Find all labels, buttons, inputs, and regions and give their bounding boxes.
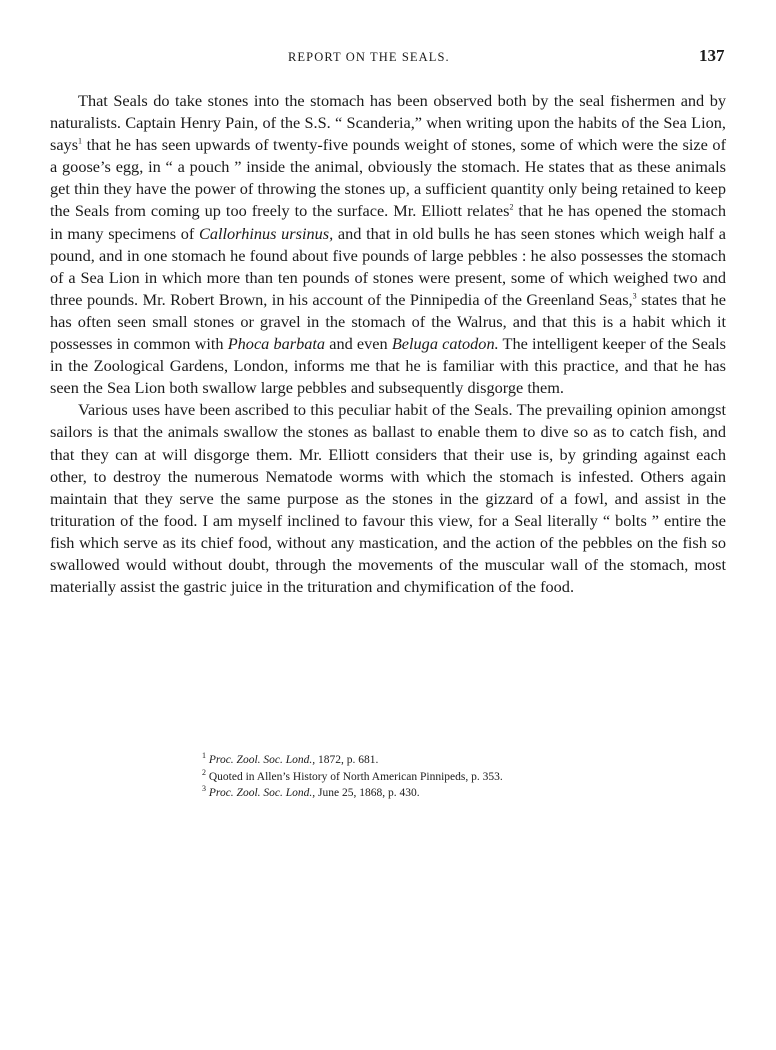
page-number: 137 <box>699 46 725 65</box>
text-run: and even <box>325 334 392 354</box>
text-run: and that in old bulls he has seen stones which weigh half a pound, and in one stomach he found about five pounds of large pebbles : he also possesses the stomach of a Sea Lion in which more than ten pounds of stones were present, some of which weighed two and three pounds. Mr. Robert Brown, in his account of the Pinnipedia of the Greenland Seas, <box>50 223 727 309</box>
text-run: that he has seen upwards of twenty-five pounds weight of stones, some of which were the size of a goose’s egg, in “ a pouch ” inside the animal, obviously the stomach. He states that as these animals get thin they have the power of throwing the stones up, a sufficient quantity only being retained to keep the Seals from coming up too freely to the surface. Mr. Elliott relates <box>50 135 726 221</box>
species-name: Callorhinus ursinus, <box>198 223 334 243</box>
page-header <box>0 46 776 70</box>
footnote-ref-1: 1 <box>78 136 83 146</box>
footnote-citation: Proc. Zool. Soc. Lond., <box>208 787 316 799</box>
footnote-ref-3: 3 <box>632 291 637 301</box>
running-title: REPORT ON THE SEALS. <box>288 50 450 64</box>
text-run: The intelligent keeper of the Seals in the Zoological Gardens, London, informs me that he is familiar with this practice, and that he has seen the Sea Lion both swallow large pebbles and subsequently disgorge them. <box>50 334 726 398</box>
paragraph-1 <box>50 90 726 399</box>
footnote-marker: 1 <box>202 751 206 761</box>
text-run: That Seals do take stones into the stomach has been observed both by the seal fishermen and by naturalists. Captain Henry Pain, of the S.S. “ Scanderia,” when writing upon the habits of the Sea Lion, says <box>50 91 726 155</box>
footnote-3 <box>202 785 722 802</box>
text-run: that he has opened the stomach in many specimens of <box>50 201 726 243</box>
footnote-ref-2: 2 <box>509 203 514 213</box>
body-text <box>50 90 726 598</box>
footnote-text: Quoted in Allen’s History of North American Pinnipeds, p. 353. <box>206 770 503 783</box>
footnote-marker: 2 <box>202 767 206 777</box>
footnote-1 <box>202 752 722 769</box>
footnote-text: 1872, p. 681. <box>315 754 379 766</box>
footnote-citation: Proc. Zool. Soc. Lond., <box>208 754 316 766</box>
footnotes <box>202 752 722 802</box>
paragraph-2: Various uses have been ascribed to this peculiar habit of the Seals. The prevailing opinion amongst sailors is that the animals swallow the stones as ballast to enable them to dive so as to catch fish, and that they can at will disgorge them. Mr. Elliott considers that their use is, by grinding against each other, to destroy the numerous Nematode worms with which the stomach is infested. Others again maintain that they serve the same purpose as the stones in the gizzard of a fowl, and assist in the trituration of the food. I am myself inclined to favour this view, for a Seal literally “ bolts ” entire the fish which serve as its chief food, without any mastication, and the action of the pebbles on the fish so swallowed would without doubt, through the movements of the muscular wall of the stomach, most materially assist the gastric juice in the trituration and chymification of the food. <box>50 400 726 597</box>
species-name: Beluga catodon. <box>391 334 499 354</box>
footnote-marker: 3 <box>202 784 206 794</box>
text-run: states that he has often seen small stones or gravel in the stomach of the Walrus, and that this is a habit which it possesses in common with <box>50 289 726 354</box>
footnote-text: June 25, 1868, p. 430. <box>315 787 420 799</box>
species-name: Phoca barbata <box>227 334 326 354</box>
footnote-2 <box>202 769 722 786</box>
